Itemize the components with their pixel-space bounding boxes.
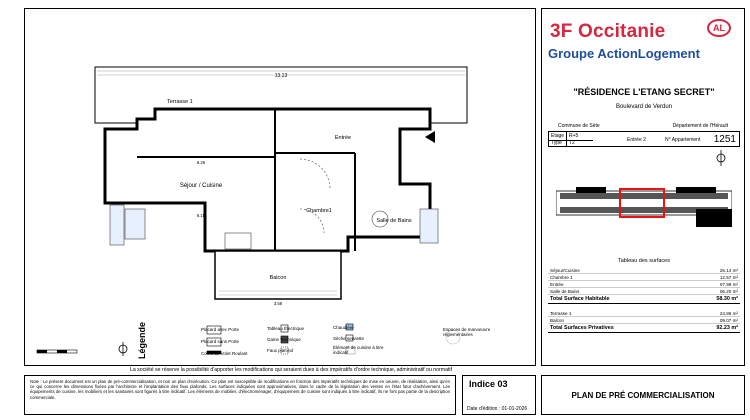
surface-row — [548, 274, 740, 281]
info-panel — [541, 8, 745, 366]
apartment-number: 1251 — [713, 134, 736, 145]
logo-3f-occitanie: 3F Occitanie — [550, 21, 666, 42]
dim-living-top: 6.26 — [196, 160, 206, 165]
legend-element-cuisine: Élément de cuisine à titre indicatif — [333, 345, 384, 355]
plan-type-box — [541, 375, 745, 415]
surface-value: 24.86 m² — [719, 311, 738, 316]
room-living-label: Séjour / Cuisine — [179, 183, 223, 189]
legend-espaces-manoeuvre: Espaces de manoeuvre réglementaires — [443, 327, 491, 337]
residence-street: Boulevard de Verdun — [615, 104, 673, 110]
surface-label: Entrée — [550, 282, 564, 287]
logo-action-logement: Groupe ActionLogement — [548, 46, 700, 61]
room-entry-label: Entrée — [334, 135, 352, 141]
dim-living-mid: 6.18 — [196, 213, 206, 218]
legend-faux-plafond: Faux plafond — [267, 348, 294, 353]
room-bedroom-label: Chambre1 — [306, 208, 332, 214]
type-label: Type — [549, 139, 567, 147]
surface-value: 07.99 m² — [719, 282, 738, 287]
edition-date: Date d'édition : 01-01-2026 — [467, 406, 528, 412]
building-mini-plan — [556, 179, 732, 229]
surface-label: Séjour/Cuisine — [550, 268, 580, 273]
note-text: Note : Le présent document est un plan de pré-commercialisation, et non un plan d'exécution. Ce plan est susceptible de modifications en fonction des impératifs techniques de mise en oeuvre, de réalisation, ainsi qu'en ce qui concerne les dimensions fixées par l'architecte et l'implantation des faux plafonds. Les surfaces indiquées sont approximatives, dans le cadre de la législation des ventes en l'état futur d'achèvement. Les équipements de cuisine, les mobiliers et les sanitaires sont figurés à titre indicatif. Les éléments de mobilier, d'électroménager, d'équipement de cuisine sont indiqués à titre indicatif, ils ne font pas partie de la description commerciale. — [30, 379, 450, 400]
legend-coffre-volet: Coffre de Volet Roulant — [201, 351, 248, 356]
surface-label: Chambre 1 — [550, 275, 573, 280]
surface-habitable-total-row — [548, 295, 740, 304]
legend-gaine-technique: Gaine Technique — [267, 337, 301, 342]
plan-type-title: PLAN DE PRÉ COMMERCIALISATION — [571, 390, 715, 400]
surface-value: 12.57 m² — [719, 275, 738, 280]
private-total-label: Total Surfaces Privatives — [550, 325, 614, 331]
legend-placard-sans-porte: Placard sans Porte — [201, 339, 240, 344]
surface-row — [548, 281, 740, 288]
floor-plan-frame — [24, 8, 536, 366]
indice-label: Indice 03 — [469, 379, 508, 389]
habitable-total-label: Total Surface Habitable — [550, 296, 610, 302]
surface-label: Terrasse 1 — [550, 311, 572, 316]
dim-balcony-width: 3.58 — [273, 301, 283, 306]
etage-label: Etage — [549, 132, 567, 141]
logo-al-badge: AL — [707, 19, 731, 37]
legend-chaudiere: Chaudière — [333, 325, 354, 330]
surface-row — [548, 267, 740, 274]
surface-value: 09.07 m² — [719, 318, 738, 323]
residence-name: "RÉSIDENCE L'ETANG SECRET" — [573, 87, 715, 97]
room-bathroom-label: Salle de Bains — [376, 218, 412, 224]
surfaces-table-title: Tableau des surfaces — [618, 258, 670, 264]
north-arrow-icon — [119, 342, 127, 356]
scale-bar — [37, 350, 77, 353]
surfaces-table — [548, 267, 740, 333]
apartment-walls — [105, 109, 430, 251]
legend-seche-serviette: Sèche serviette — [333, 336, 365, 341]
apartment-info-grid — [548, 131, 740, 147]
etage-value: R+5 — [567, 132, 593, 141]
apartment-number-label: N° Appartement — [665, 137, 701, 143]
legend-title: Légende — [137, 321, 147, 359]
surface-private-total-row — [548, 324, 740, 333]
room-balcony-label: Balcon — [269, 275, 287, 281]
dim-terrace-top: 13.13 — [274, 73, 288, 79]
legend-placard-porte: Placard avec Porte — [201, 327, 240, 332]
surface-row — [548, 310, 740, 317]
type-value: T2 — [569, 140, 575, 146]
surface-label: Salle de Bains — [550, 289, 580, 294]
surface-value: 06.20 m² — [719, 289, 738, 294]
legend-tableau-electrique: Tableau Électrique — [267, 326, 305, 331]
surface-row — [548, 317, 740, 324]
indice-box — [462, 375, 536, 415]
disclaimer-text: La société se réserve la possibilité d'apporter les modifications qui seraient dues à des impératifs d'ordre technique, administratif ou normatif — [129, 367, 453, 373]
entry-arrow-icon — [425, 131, 435, 143]
surface-value: 25.14 m² — [719, 268, 738, 273]
department-label: Département de l'Hérault — [672, 123, 728, 129]
habitable-total-value: 58.30 m² — [716, 296, 738, 302]
room-terrace-label: Terrasse 1 — [167, 99, 193, 105]
commune-label: Commune de Sète — [558, 123, 600, 129]
surface-row — [548, 288, 740, 295]
private-total-value: 92.23 m² — [716, 325, 738, 331]
note-box — [24, 375, 456, 415]
floor-plan — [25, 9, 537, 367]
surface-label: Balcon — [550, 318, 565, 323]
compass-icon — [714, 149, 728, 167]
entree-value: Entrée 2 — [627, 137, 646, 143]
